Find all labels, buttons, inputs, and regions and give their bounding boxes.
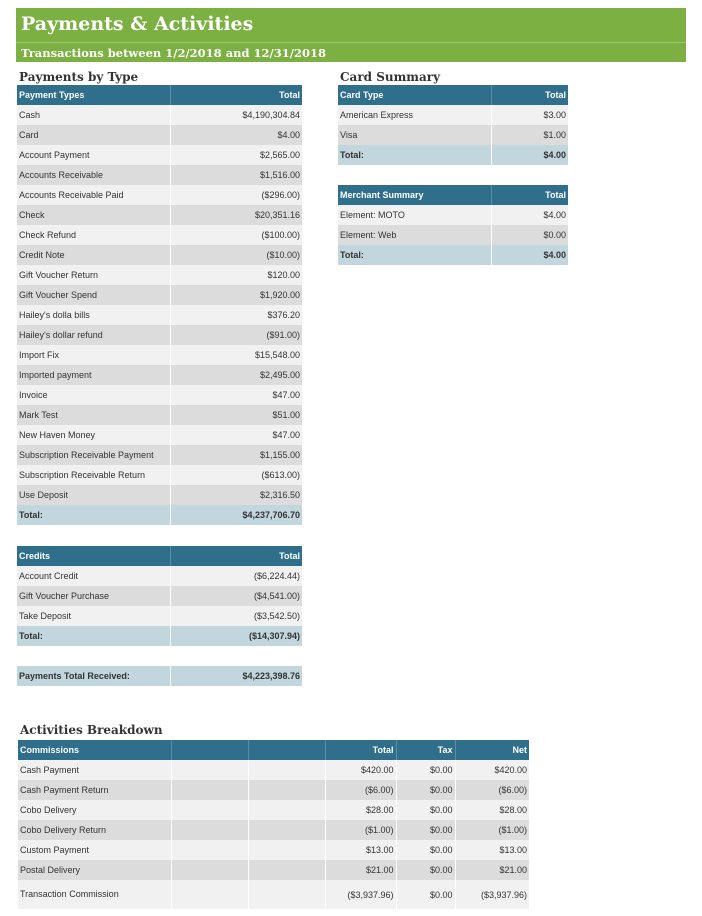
blank-cell [248,860,325,880]
payments-by-type-rows [17,105,302,505]
table-row [17,606,302,626]
total-column-header: Total [170,85,302,105]
row-label: Accounts Receivable Paid [17,185,170,205]
activity-label: Cash Payment Return [18,780,171,800]
blank-cell [171,880,248,909]
row-total: $20,351.16 [170,205,302,225]
table-row [18,780,529,800]
activity-total: ($6.00) [325,780,396,800]
table-row [338,125,568,145]
blank-cell [171,800,248,820]
row-label: New Haven Money [17,425,170,445]
activity-label: Postal Delivery [18,860,171,880]
activity-net: $28.00 [455,800,529,820]
blank-cell [171,820,248,840]
table-row [17,125,302,145]
merchant-summary-table [338,185,568,265]
total-label: Total: [338,145,491,165]
table-row [17,385,302,405]
table-row [17,265,302,285]
row-total: ($4,541.00) [170,586,302,606]
activities-breakdown-table [18,740,529,909]
credits-table [17,546,302,646]
net-column-header: Net [455,740,529,760]
blank-column-header [248,740,325,760]
activity-total: $420.00 [325,760,396,780]
table-row [17,586,302,606]
date-range-subtitle: Transactions between 1/2/2018 and 12/31/2018 [16,42,686,62]
tax-column-header: Tax [396,740,455,760]
row-total: $1,516.00 [170,165,302,185]
table-row [338,205,568,225]
table-row [17,345,302,365]
row-label: Check Refund [17,225,170,245]
table-row [17,185,302,205]
row-total: $2,316.50 [170,485,302,505]
total-column-header: Total [170,546,302,566]
table-row [17,205,302,225]
activity-tax: $0.00 [396,780,455,800]
table-row [17,365,302,385]
row-label: Use Deposit [17,485,170,505]
table-row [338,225,568,245]
table-row [17,305,302,325]
blank-cell [248,760,325,780]
row-total: $1,155.00 [170,445,302,465]
row-total: ($3,542.50) [170,606,302,626]
row-label: Hailey's dollar refund [17,325,170,345]
blank-cell [248,780,325,800]
activity-tax: $0.00 [396,860,455,880]
activity-total: ($1.00) [325,820,396,840]
table-row [18,800,529,820]
activity-net: $21.00 [455,860,529,880]
payments-by-type-heading: Payments by Type [19,70,139,84]
activity-label: Cobo Delivery Return [18,820,171,840]
merchant-summary-rows [338,205,568,245]
table-row [18,840,529,860]
row-label: Element: MOTO [338,205,491,225]
blank-cell [171,840,248,860]
credits-column-header: Credits [17,546,170,566]
row-label: Gift Voucher Return [17,265,170,285]
table-row [338,105,568,125]
activity-net: $13.00 [455,840,529,860]
activity-label: Cobo Delivery [18,800,171,820]
row-total: $47.00 [170,385,302,405]
total-column-header: Total [491,85,568,105]
total-column-header: Total [325,740,396,760]
table-row [17,445,302,465]
row-label: Take Deposit [17,606,170,626]
row-total: $3.00 [491,105,568,125]
merchant-summary-column-header: Merchant Summary [338,185,491,205]
credits-total-row [17,626,302,646]
blank-cell [171,760,248,780]
row-label: Account Payment [17,145,170,165]
activity-tax: $0.00 [396,760,455,780]
table-row [17,225,302,245]
page-title: Payments & Activities [21,13,254,35]
activity-total: $21.00 [325,860,396,880]
blank-cell [171,860,248,880]
total-column-header: Total [491,185,568,205]
total-label: Total: [338,245,491,265]
activities-breakdown-heading: Activities Breakdown [20,723,163,737]
table-row [17,566,302,586]
row-total: $51.00 [170,405,302,425]
merchant-total-row [338,245,568,265]
activity-label: Custom Payment [18,840,171,860]
table-row [18,860,529,880]
row-label: Element: Web [338,225,491,245]
row-total: $47.00 [170,425,302,445]
row-total: $1.00 [491,125,568,145]
payments-total-row [17,505,302,525]
payments-total-received-value: $4,223,398.76 [170,666,302,686]
blank-cell [248,820,325,840]
row-label: Check [17,205,170,225]
row-label: Subscription Receivable Return [17,465,170,485]
total-value: $4.00 [491,145,568,165]
row-label: Subscription Receivable Payment [17,445,170,465]
total-label: Total: [17,626,170,646]
row-total: ($296.00) [170,185,302,205]
row-label: Invoice [17,385,170,405]
activity-tax: $0.00 [396,820,455,840]
row-total: ($6,224.44) [170,566,302,586]
row-label: Gift Voucher Purchase [17,586,170,606]
row-total: $1,920.00 [170,285,302,305]
table-row [18,880,529,909]
row-total: $120.00 [170,265,302,285]
row-total: ($100.00) [170,225,302,245]
row-total: $4.00 [170,125,302,145]
blank-column-header [171,740,248,760]
row-total: $2,565.00 [170,145,302,165]
row-label: Hailey's dolla bills [17,305,170,325]
table-row [17,285,302,305]
report-header [16,8,686,62]
payments-total-received-table [17,666,302,686]
row-label: American Express [338,105,491,125]
commissions-column-header: Commissions [18,740,171,760]
row-label: Gift Voucher Spend [17,285,170,305]
activities-rows [18,760,529,909]
table-row [17,145,302,165]
card-summary-heading: Card Summary [340,70,441,84]
table-row [17,405,302,425]
activity-net: ($3,937.96) [455,880,529,909]
payment-types-column-header: Payment Types [17,85,170,105]
activity-label: Transaction Commission [18,880,171,909]
activity-tax: $0.00 [396,800,455,820]
activity-tax: $0.00 [396,880,455,909]
row-label: Imported payment [17,365,170,385]
table-row [17,485,302,505]
activity-net: $420.00 [455,760,529,780]
payments-by-type-table [17,85,302,525]
table-row [18,820,529,840]
row-label: Card [17,125,170,145]
row-label: Account Credit [17,566,170,586]
row-total: $0.00 [491,225,568,245]
blank-cell [248,880,325,909]
table-row [17,165,302,185]
table-row [17,325,302,345]
table-row [17,245,302,265]
row-total: $2,495.00 [170,365,302,385]
payments-total-received-row [17,666,302,686]
row-total: ($613.00) [170,465,302,485]
activity-label: Cash Payment [18,760,171,780]
blank-cell [248,800,325,820]
table-row [17,465,302,485]
blank-cell [248,840,325,860]
total-value: $4.00 [491,245,568,265]
total-value: $4,237,706.70 [170,505,302,525]
row-total: $15,548.00 [170,345,302,365]
row-label: Mark Test [17,405,170,425]
row-label: Visa [338,125,491,145]
row-label: Accounts Receivable [17,165,170,185]
credits-rows [17,566,302,626]
row-total: $4,190,304.84 [170,105,302,125]
table-row [17,105,302,125]
activity-net: ($6.00) [455,780,529,800]
card-type-column-header: Card Type [338,85,491,105]
activity-total: $28.00 [325,800,396,820]
row-label: Import Fix [17,345,170,365]
total-label: Total: [17,505,170,525]
row-label: Cash [17,105,170,125]
card-summary-rows [338,105,568,145]
activity-total: ($3,937.96) [325,880,396,909]
activity-total: $13.00 [325,840,396,860]
payments-total-received-label: Payments Total Received: [17,666,170,686]
total-value: ($14,307.94) [170,626,302,646]
row-total: $376.20 [170,305,302,325]
row-total: $4.00 [491,205,568,225]
activity-net: ($1.00) [455,820,529,840]
row-label: Credit Note [17,245,170,265]
card-total-row [338,145,568,165]
row-total: ($91.00) [170,325,302,345]
activity-tax: $0.00 [396,840,455,860]
row-total: ($10.00) [170,245,302,265]
table-row [17,425,302,445]
card-summary-table [338,85,568,165]
blank-cell [171,780,248,800]
table-row [18,760,529,780]
